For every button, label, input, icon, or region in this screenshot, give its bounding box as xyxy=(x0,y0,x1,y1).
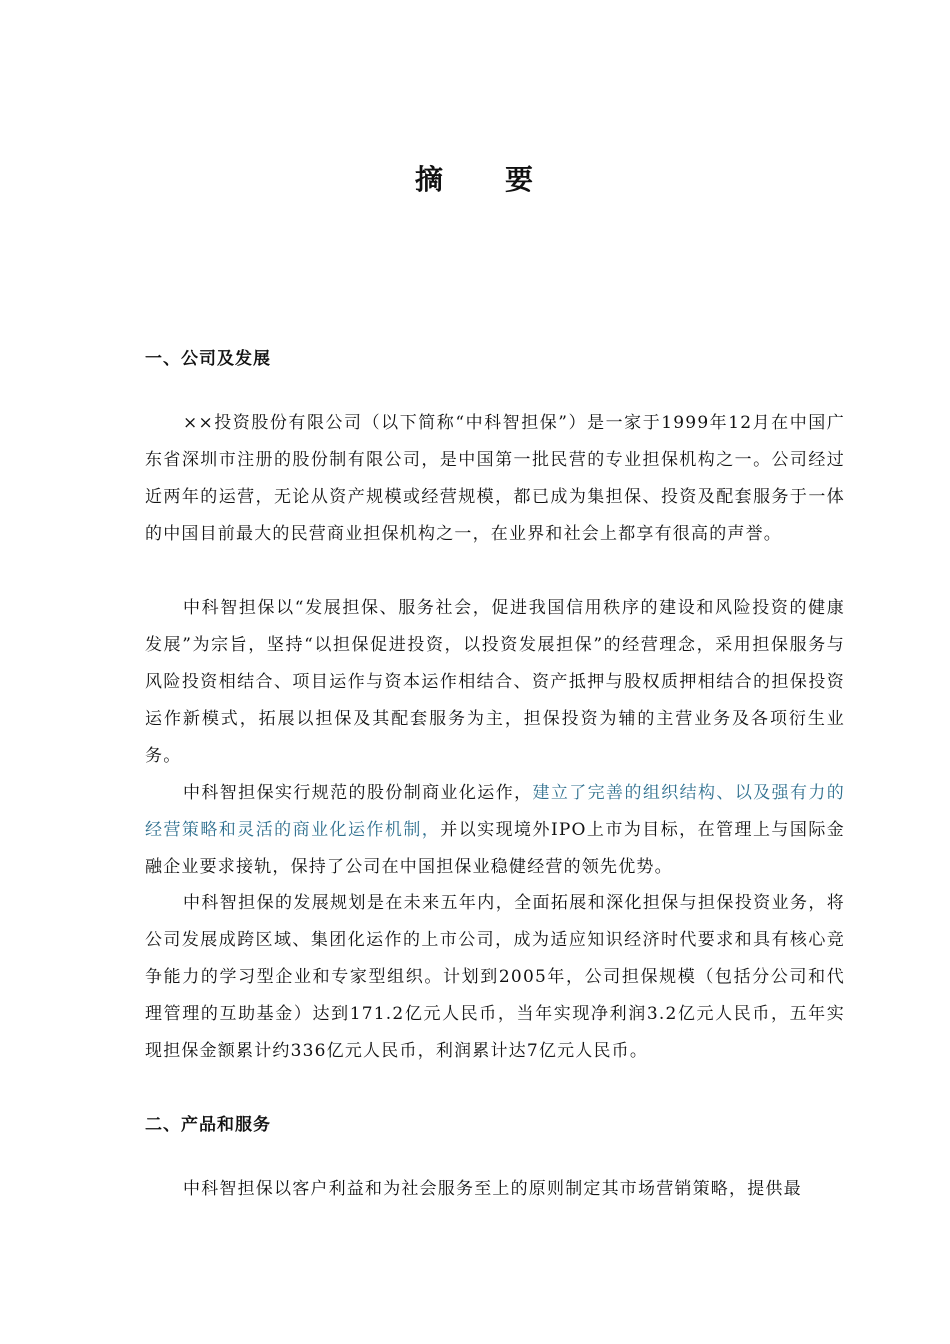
section-heading-products: 二、产品和服务 xyxy=(145,1115,271,1135)
section-heading-company: 一、公司及发展 xyxy=(145,349,271,369)
title-char-2: 要 xyxy=(505,163,536,196)
paragraph-development-plan: 中科智担保的发展规划是在未来五年内，全面拓展和深化担保与担保投资业务，将公司发展成跨区域、集团化运作的上市公司，成为适应知识经济时代要求和具有核心竞争能力的学习型企业和专家型组织。计划到2005年，公司担保规模（包括分公司和代理管理的互助基金）达到171.2亿元人民币，当年实现净利润3.2亿元人民币，五年实现担保金额累计约336亿元人民币，利润累计达7亿元人民币。 xyxy=(145,893,845,1061)
paragraph-company-intro: ××投资股份有限公司（以下简称“中科智担保”）是一家于1999年12月在中国广东省深圳市注册的股份制有限公司，是中国第一批民营的专业担保机构之一。公司经过近两年的运营，无论从资产规模或经营规模，都已成为集担保、投资及配套服务于一体的中国目前最大的民营商业担保机构之一，在业界和社会上都享有很高的声誉。 xyxy=(145,413,845,544)
paragraph-mission: 中科智担保以“发展担保、服务社会，促进我国信用秩序的建设和风险投资的健康发展”为宗旨，坚持“以担保促进投资，以投资发展担保”的经营理念，采用担保服务与风险投资相结合、项目运作与资本运作相结合、资产抵押与股权质押相结合的担保投资运作新模式，拓展以担保及其配套服务为主，担保投资为辅的主营业务及各项衍生业务。 xyxy=(145,598,845,766)
operations-text-b: 并以实现境外IPO上市为目标，在管理上与国际金融企业要求接轨，保持了公司在中国担保业稳健经营的领先优势。 xyxy=(145,820,845,877)
page-title xyxy=(0,158,950,198)
title-char-1: 摘 xyxy=(414,163,445,196)
paragraph-products-intro: 中科智担保以客户利益和为社会服务至上的原则制定其市场营销策略，提供最 xyxy=(183,1179,802,1199)
paragraph-operations xyxy=(145,775,845,886)
operations-text-a: 中科智担保实行规范的股份制商业化运作， xyxy=(183,783,533,803)
operations-highlight: 建立了完善的组织结构、以及强有力的经营策略和灵活的商业化运作机制， xyxy=(145,783,845,840)
